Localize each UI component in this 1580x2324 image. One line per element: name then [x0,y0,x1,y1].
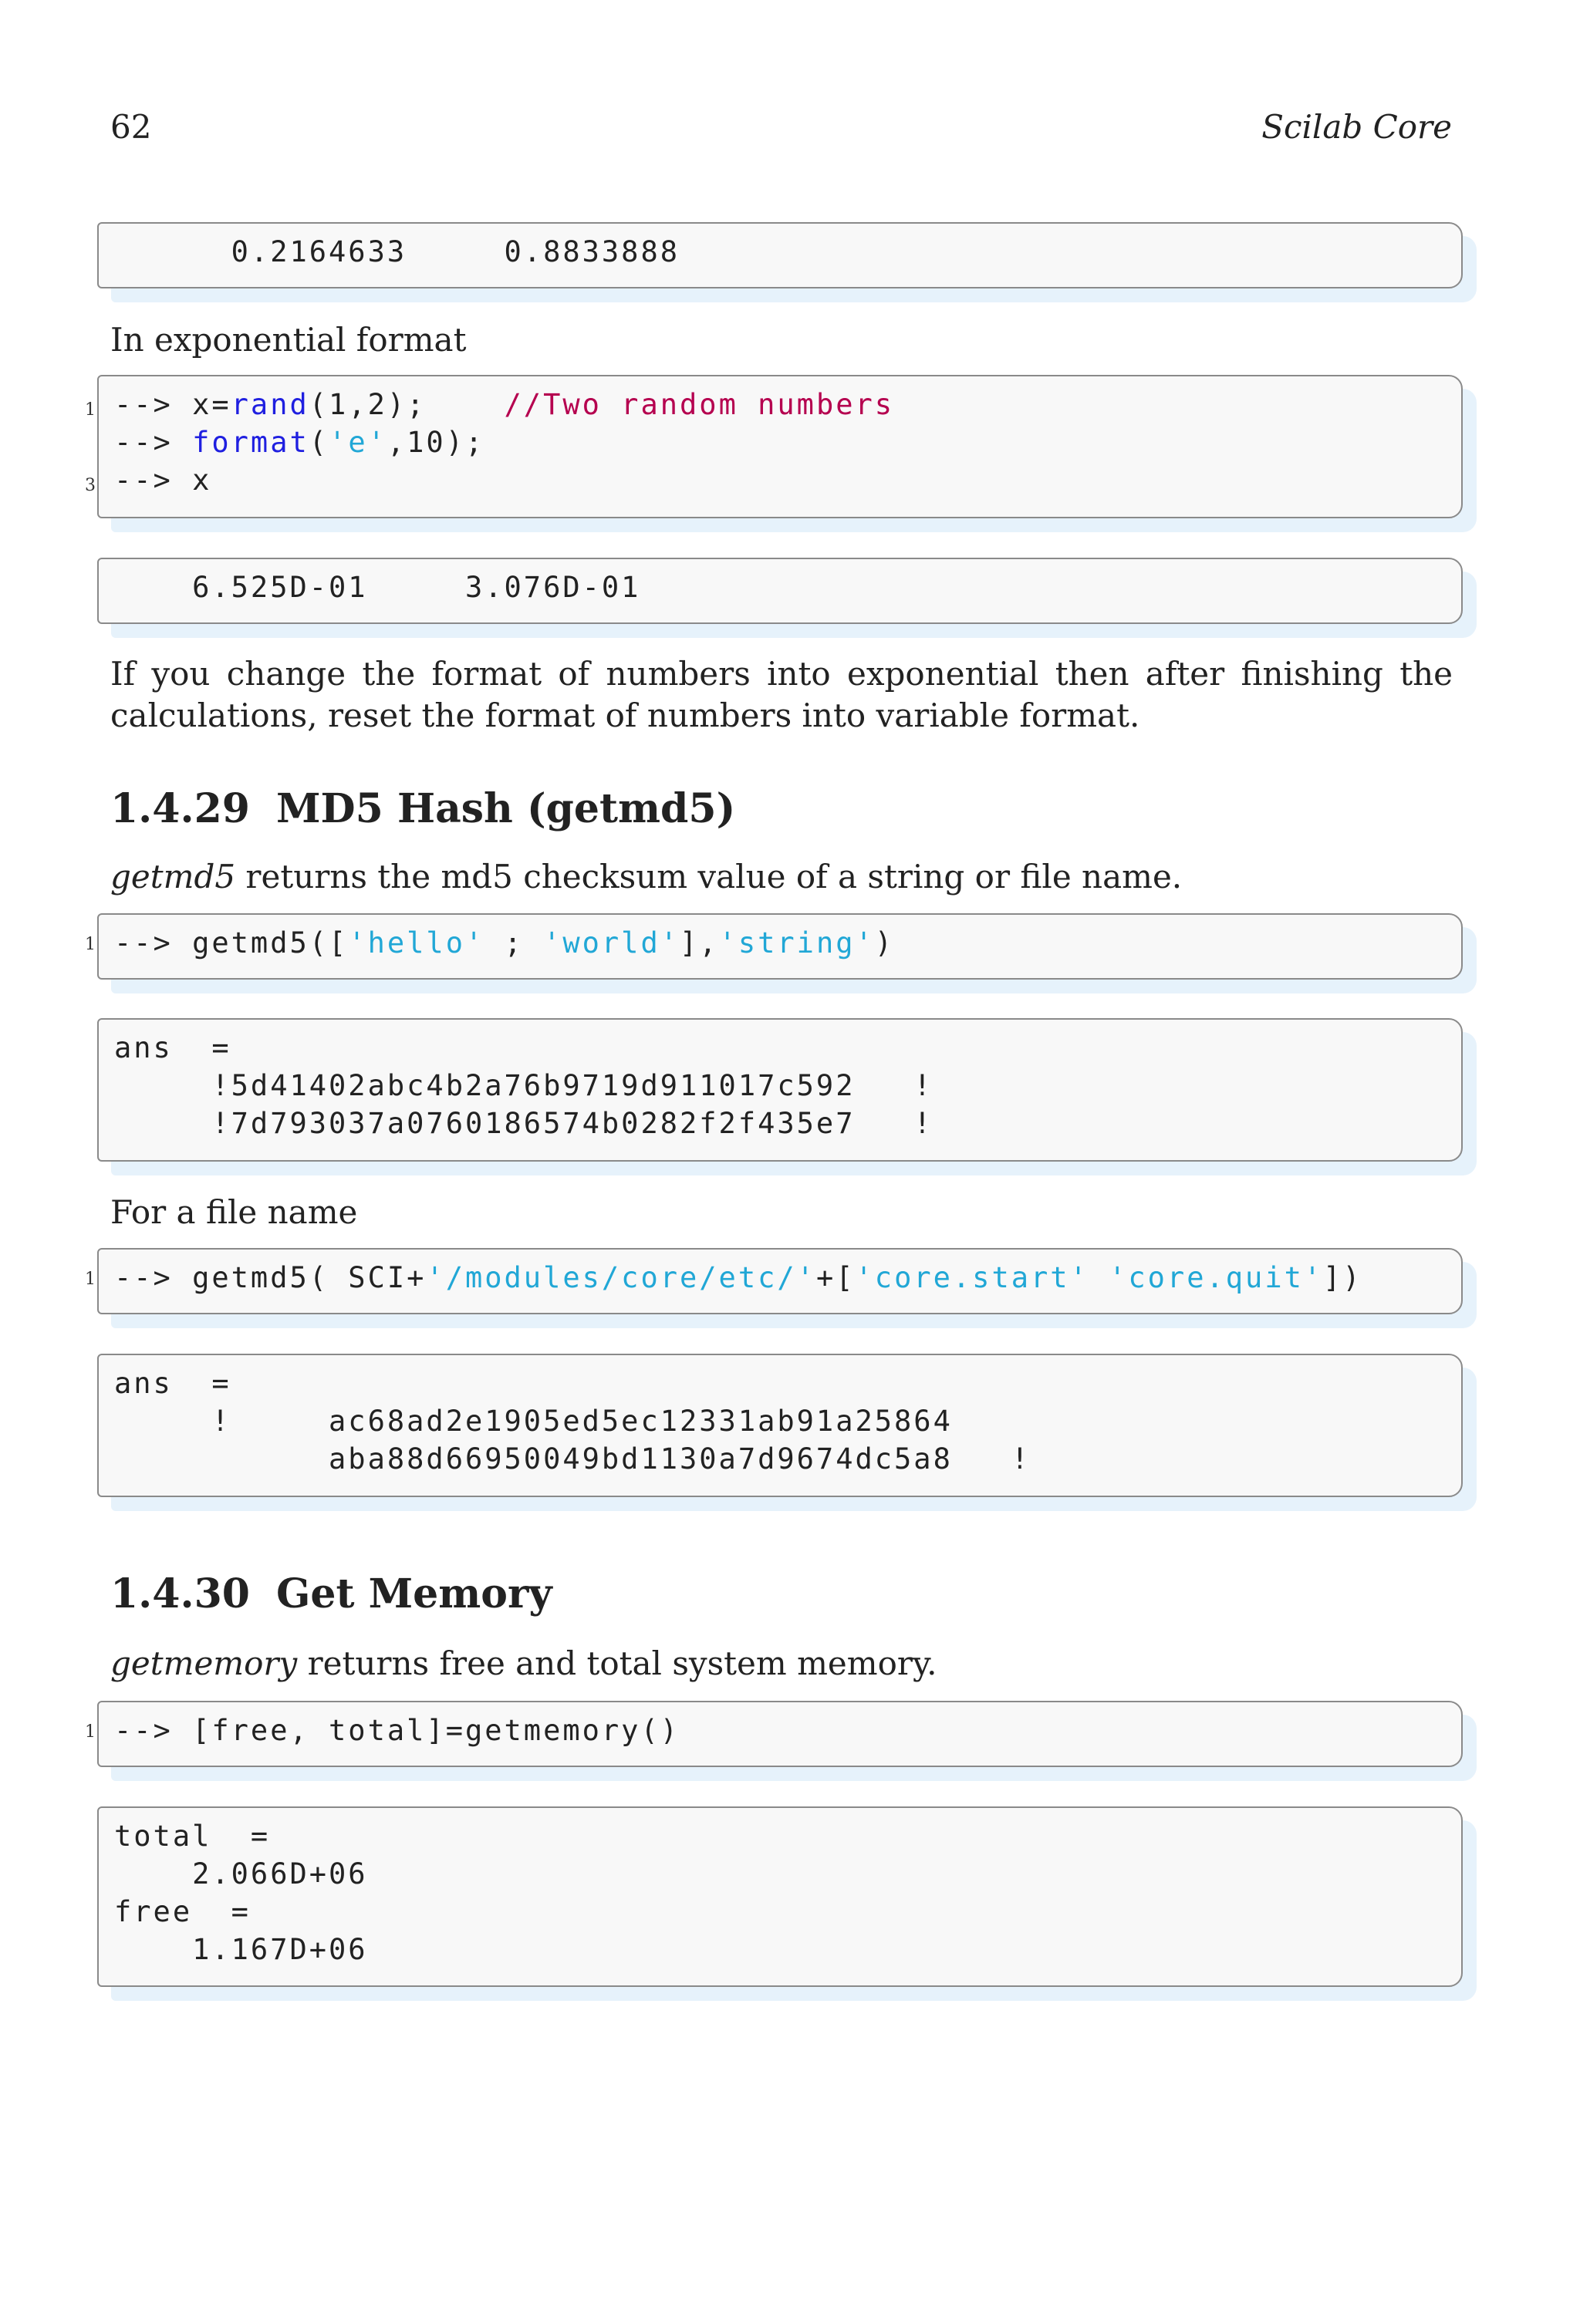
output-box-random [97,222,1463,288]
output-line: total = [114,1820,271,1853]
output-box-md5 [97,1018,1463,1162]
output-line: 0.2164633 0.8833888 [114,235,680,268]
output-line: 1.167D+06 [114,1933,368,1966]
code-line: --> x [114,464,212,497]
section-heading-md5 [110,785,735,832]
output-line: aba88d66950049bd1130a7d9674dc5a8 ! [114,1442,1031,1476]
output-box-exponential [97,558,1463,624]
line-number: 1 [85,935,96,954]
intro-exponential: In exponential format [110,321,467,359]
line-number: 1 [85,1270,96,1289]
output-line: ! ac68ad2e1905ed5ec12331ab91a25864 [114,1405,953,1438]
code-box-exponential [97,375,1463,518]
output-line: !5d41402abc4b2a76b9719d911017c592 ! [114,1069,933,1102]
memory-description: getmemory returns free and total system memory. [110,1644,937,1682]
output-box-memory [97,1806,1463,1987]
output-line: 2.066D+06 [114,1857,368,1891]
section-number: 1.4.30 [110,1570,250,1617]
code-line: --> getmd5( SCI+'/modules/core/etc/'+['core.start' 'core.quit']) [114,1261,1362,1294]
paragraph-reset-format: If you change the format of numbers into exponential then after finishing the calculations, reset the format of numbers into variable format. [110,655,1453,734]
md5-description: getmd5 returns the md5 checksum value of a string or file name. [110,858,1183,896]
code-line: --> x=rand(1,2); //Two random numbers [114,388,895,421]
output-line: 6.525D-01 3.076D-01 [114,571,641,604]
line-number: 1 [85,1722,96,1742]
output-box-md5-file [97,1354,1463,1497]
code-line: --> [free, total]=getmemory() [114,1714,680,1747]
page-number: 62 [110,108,152,146]
output-line: !7d793037a0760186574b0282f2f435e7 ! [114,1107,933,1140]
section-title: Get Memory [276,1570,552,1617]
output-line: free = [114,1895,251,1928]
running-title: Scilab Core [1261,108,1452,146]
section-title: MD5 Hash (getmd5) [276,785,736,832]
code-box-md5 [97,913,1463,980]
section-number: 1.4.29 [110,785,250,832]
code-box-memory [97,1701,1463,1767]
file-name-intro: For a file name [110,1193,358,1231]
section-heading-memory [110,1570,552,1617]
code-line: --> getmd5(['hello' ; 'world'],'string') [114,926,895,960]
line-number: 1 [85,400,96,420]
output-line: ans = [114,1031,231,1064]
line-number: 3 [85,476,96,495]
output-line: ans = [114,1367,231,1400]
code-box-md5-file [97,1248,1463,1314]
code-line: --> format('e',10); [114,426,485,459]
